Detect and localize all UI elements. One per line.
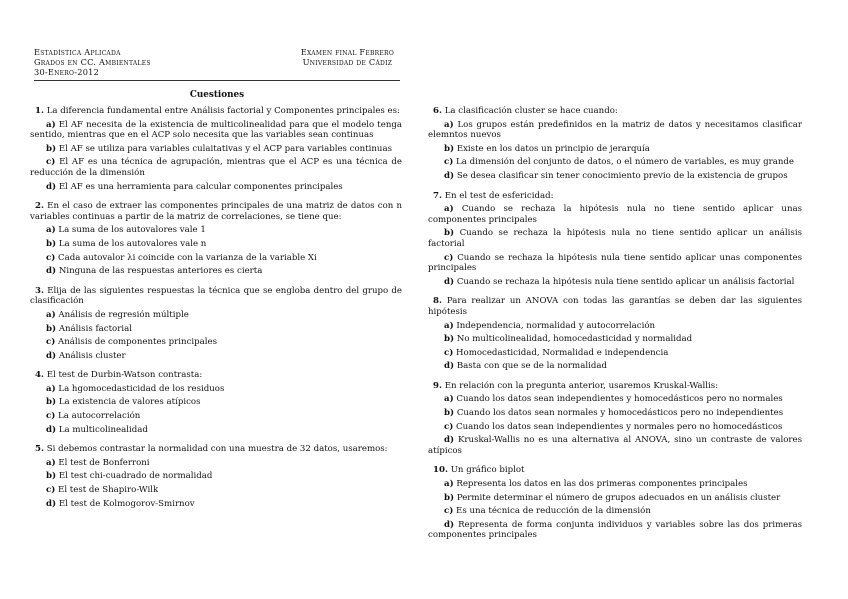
answer-option [30, 351, 402, 362]
option-text: Cuando los datos sean independientes y normales pero no homocedásticos [456, 421, 783, 432]
option-letter: b) [46, 323, 57, 334]
page-header [34, 47, 400, 81]
answer-option [30, 485, 402, 496]
question [30, 370, 402, 435]
answer-option [428, 361, 802, 372]
answer-option [428, 157, 802, 168]
option-text: Representa de forma conjunta individuos y variables sobre las dos primeras componentes principales [428, 519, 803, 541]
question-statement: Si debemos contrastar la normalidad con una muestra de 32 datos, usaremos: [46, 444, 388, 455]
question-text [30, 106, 402, 117]
answer-option [30, 499, 402, 510]
option-letter: d) [444, 435, 455, 446]
question [428, 191, 802, 288]
option-text: Análisis de regresión múltiple [58, 309, 189, 320]
option-text: Análisis de componentes principales [58, 337, 217, 348]
option-text: La multicolinealidad [58, 424, 148, 435]
answer-option [30, 157, 402, 178]
option-letter: b) [444, 228, 455, 239]
option-letter: d) [444, 170, 455, 181]
option-letter: a) [444, 119, 454, 130]
question [428, 296, 802, 372]
answer-option [30, 266, 402, 277]
option-letter: d) [444, 276, 455, 287]
answer-option [428, 506, 802, 517]
option-letter: b) [46, 471, 57, 482]
option-text: Ninguna de las respuestas anteriores es cierta [58, 266, 263, 277]
option-letter: c) [444, 157, 454, 168]
option-letter: c) [46, 411, 56, 422]
option-letter: c) [444, 421, 454, 432]
answer-option [428, 253, 802, 274]
question-text [428, 381, 802, 392]
answer-option [30, 411, 402, 422]
answer-option [30, 310, 402, 321]
question-number: 8. [433, 296, 442, 307]
option-text: La dimensión del conjunto de datos, o el número de variables, es muy grande [456, 157, 794, 168]
question-statement: Un gráfico biplot [450, 465, 525, 476]
question-statement: En el caso de extraer las componentes principales de una matriz de datos con n variables continuas a partir de la matriz de correlaciones, se tiene que: [30, 201, 402, 222]
option-text: Cuando se rechaza la hipótesis nula no tiene sentido aplicar un análisis factorial [428, 228, 802, 249]
option-letter: c) [46, 157, 56, 168]
course-name: Estadística Aplicada [34, 47, 121, 57]
exam-date: 30-Enero-2012 [34, 67, 100, 78]
question [428, 381, 802, 457]
question-number: 6. [433, 106, 442, 116]
option-letter: b) [46, 397, 57, 408]
option-text: El test de Kolmogorov-Smirnov [58, 498, 195, 509]
option-letter: a) [46, 119, 56, 130]
question-number: 7. [433, 190, 442, 201]
option-letter: c) [444, 347, 454, 358]
option-letter: d) [444, 361, 455, 372]
option-letter: a) [444, 479, 454, 490]
option-letter: c) [46, 485, 56, 496]
option-text: No multicolinealidad, homocedasticidad y normalidad [456, 334, 693, 345]
option-text: Cuando se rechaza la hipótesis nula tiene sentido aplicar unas componentes principales [428, 252, 802, 274]
option-text: Es una técnica de reducción de la dimensión [456, 506, 651, 517]
question [30, 286, 402, 362]
answer-option [30, 471, 402, 482]
header-left [34, 47, 151, 78]
question-text [30, 201, 402, 222]
question-text [428, 296, 802, 317]
question-number: 2. [35, 201, 44, 212]
option-letter: d) [46, 350, 57, 361]
question-number: 1. [35, 106, 44, 116]
option-text: La hgomocedasticidad de los residuos [58, 383, 225, 394]
option-text: Se desea clasificar sin tener conocimiento previo de la existencia de grupos [456, 170, 788, 181]
option-text: El AF se utiliza para variables culaitativas y el ACP para variables continuas [58, 143, 393, 154]
option-text: Independencia, normalidad y autocorrelación [456, 320, 656, 331]
answer-option [428, 422, 802, 433]
option-letter: b) [46, 238, 57, 249]
option-letter: c) [444, 252, 454, 263]
option-text: Análisis cluster [58, 350, 126, 361]
question-statement: Para realizar un ANOVA con todas las garantías se deben dar las siguientes hipótesis [428, 296, 803, 317]
answer-option [428, 144, 802, 155]
university-name: Universidad de Cádiz [302, 57, 393, 68]
option-letter: b) [444, 408, 455, 419]
question-statement: La clasificación cluster se hace cuando: [444, 106, 618, 116]
option-text: El AF es una técnica de agrupación, mientras que el ACP es una técnica de reducción de la dimensión [30, 157, 402, 178]
option-letter: c) [46, 252, 56, 263]
question-statement: El test de Durbin-Watson contrasta: [46, 370, 203, 381]
answer-option [30, 397, 402, 408]
option-text: Cada autovalor λi coincide con la varianza de la variable Xi [58, 252, 317, 263]
option-text: Cuando se rechaza la hipótesis nula tiene sentido aplicar un análisis factorial [456, 276, 795, 287]
option-letter: b) [444, 492, 455, 503]
question-statement: En relación con la pregunta anterior, usaremos Kruskal-Wallis: [444, 380, 719, 391]
option-letter: b) [46, 143, 57, 154]
question-text [428, 465, 802, 476]
question-text [428, 106, 802, 117]
right-column [428, 106, 802, 550]
answer-option [428, 277, 802, 288]
option-text: Cuando se rechaza la hipótesis nula no tiene sentido aplicar unas componentes principales [428, 204, 803, 225]
answer-option [30, 144, 402, 155]
question [428, 465, 802, 541]
answer-option [428, 120, 802, 141]
option-text: El test de Shapiro-Wilk [58, 485, 159, 496]
option-text: El AF es una herramienta para calcular componentes principales [58, 181, 343, 192]
option-letter: d) [46, 181, 57, 192]
answer-option [428, 334, 802, 345]
option-text: Existe en los datos un principio de jerarquía [456, 143, 650, 154]
answer-option [428, 204, 802, 225]
question-number: 3. [35, 285, 44, 296]
option-letter: b) [444, 334, 455, 345]
option-letter: a) [46, 457, 56, 468]
question-statement: En el test de esfericidad: [444, 190, 554, 201]
question [428, 106, 802, 182]
answer-option [30, 182, 402, 193]
question-number: 10. [433, 465, 448, 476]
option-text: Los grupos están predefinidos en la matriz de datos y necesitamos clasificar elemntos nuevos [428, 119, 802, 141]
option-letter: a) [46, 225, 56, 236]
answer-option [428, 435, 802, 456]
answer-option [30, 337, 402, 348]
option-letter: d) [46, 424, 57, 435]
option-letter: d) [46, 498, 57, 509]
answer-option [428, 479, 802, 490]
question-text [428, 191, 802, 202]
question-number: 9. [433, 380, 442, 391]
option-letter: a) [444, 320, 454, 331]
answer-option [428, 408, 802, 419]
option-text: El test chi-cuadrado de normalidad [58, 471, 213, 482]
option-text: Cuando los datos sean normales y homocedásticos pero no independientes [456, 408, 784, 419]
answer-option [428, 321, 802, 332]
option-text: La existencia de valores atípicos [58, 397, 201, 408]
answer-option [30, 425, 402, 436]
option-letter: d) [444, 519, 455, 530]
option-text: Análisis factorial [58, 323, 132, 334]
answer-option [428, 520, 802, 541]
answer-option [428, 228, 802, 249]
answer-option [30, 253, 402, 264]
answer-option [30, 239, 402, 250]
question-text [30, 370, 402, 381]
option-letter: a) [444, 204, 454, 215]
answer-option [30, 324, 402, 335]
option-letter: b) [444, 143, 455, 154]
answer-option [30, 225, 402, 236]
answer-option [428, 348, 802, 359]
question-number: 5. [35, 444, 44, 455]
option-letter: a) [46, 383, 56, 394]
option-text: La autocorrelación [58, 411, 141, 422]
answer-option [30, 458, 402, 469]
option-text: Permite determinar el número de grupos adecuados en un análisis cluster [456, 492, 781, 503]
option-text: El test de Bonferroni [58, 457, 150, 468]
section-title: Cuestiones [189, 90, 245, 100]
question-text [30, 286, 402, 307]
option-text: Cuando los datos sean independientes y homocedásticos pero no normales [456, 394, 783, 405]
answer-option [428, 394, 802, 405]
degree-name: Grados en CC. Ambientales [34, 57, 151, 68]
exam-title: Examen final Febrero [300, 47, 394, 57]
question-statement: Elija de las siguientes respuestas la técnica que se engloba dentro del grupo de clasificación [30, 285, 403, 307]
option-letter: c) [444, 506, 454, 517]
header-right [301, 47, 394, 67]
answer-option [428, 171, 802, 182]
option-text: La suma de los autovalores vale n [58, 238, 207, 249]
question [30, 201, 402, 277]
question-text [30, 444, 402, 455]
left-column [30, 106, 402, 518]
answer-option [30, 120, 402, 141]
option-text: Representa los datos en las dos primeras componentes principales [456, 479, 748, 490]
option-letter: a) [444, 394, 454, 405]
answer-option [428, 493, 802, 504]
answer-option [30, 384, 402, 395]
option-text: Homocedasticidad, Normalidad e independencia [456, 347, 669, 358]
option-text: El AF necesita de la existencia de multicolinealidad para que el modelo tenga sentido, mientras que en el ACP solo necesita que las variables sean continuas [30, 119, 402, 141]
option-letter: a) [46, 309, 56, 320]
option-letter: d) [46, 266, 57, 277]
question-statement: La diferencia fundamental entre Análisis factorial y Componentes principales es: [46, 106, 400, 116]
option-letter: c) [46, 337, 56, 348]
option-text: Basta con que se de la normalidad [456, 361, 607, 372]
option-text: Kruskal-Wallis no es una alternativa al ANOVA, sino un contraste de valores atípicos [428, 435, 802, 456]
question-number: 4. [35, 370, 44, 381]
question [30, 444, 402, 509]
option-text: La suma de los autovalores vale 1 [58, 225, 206, 236]
question [30, 106, 402, 192]
